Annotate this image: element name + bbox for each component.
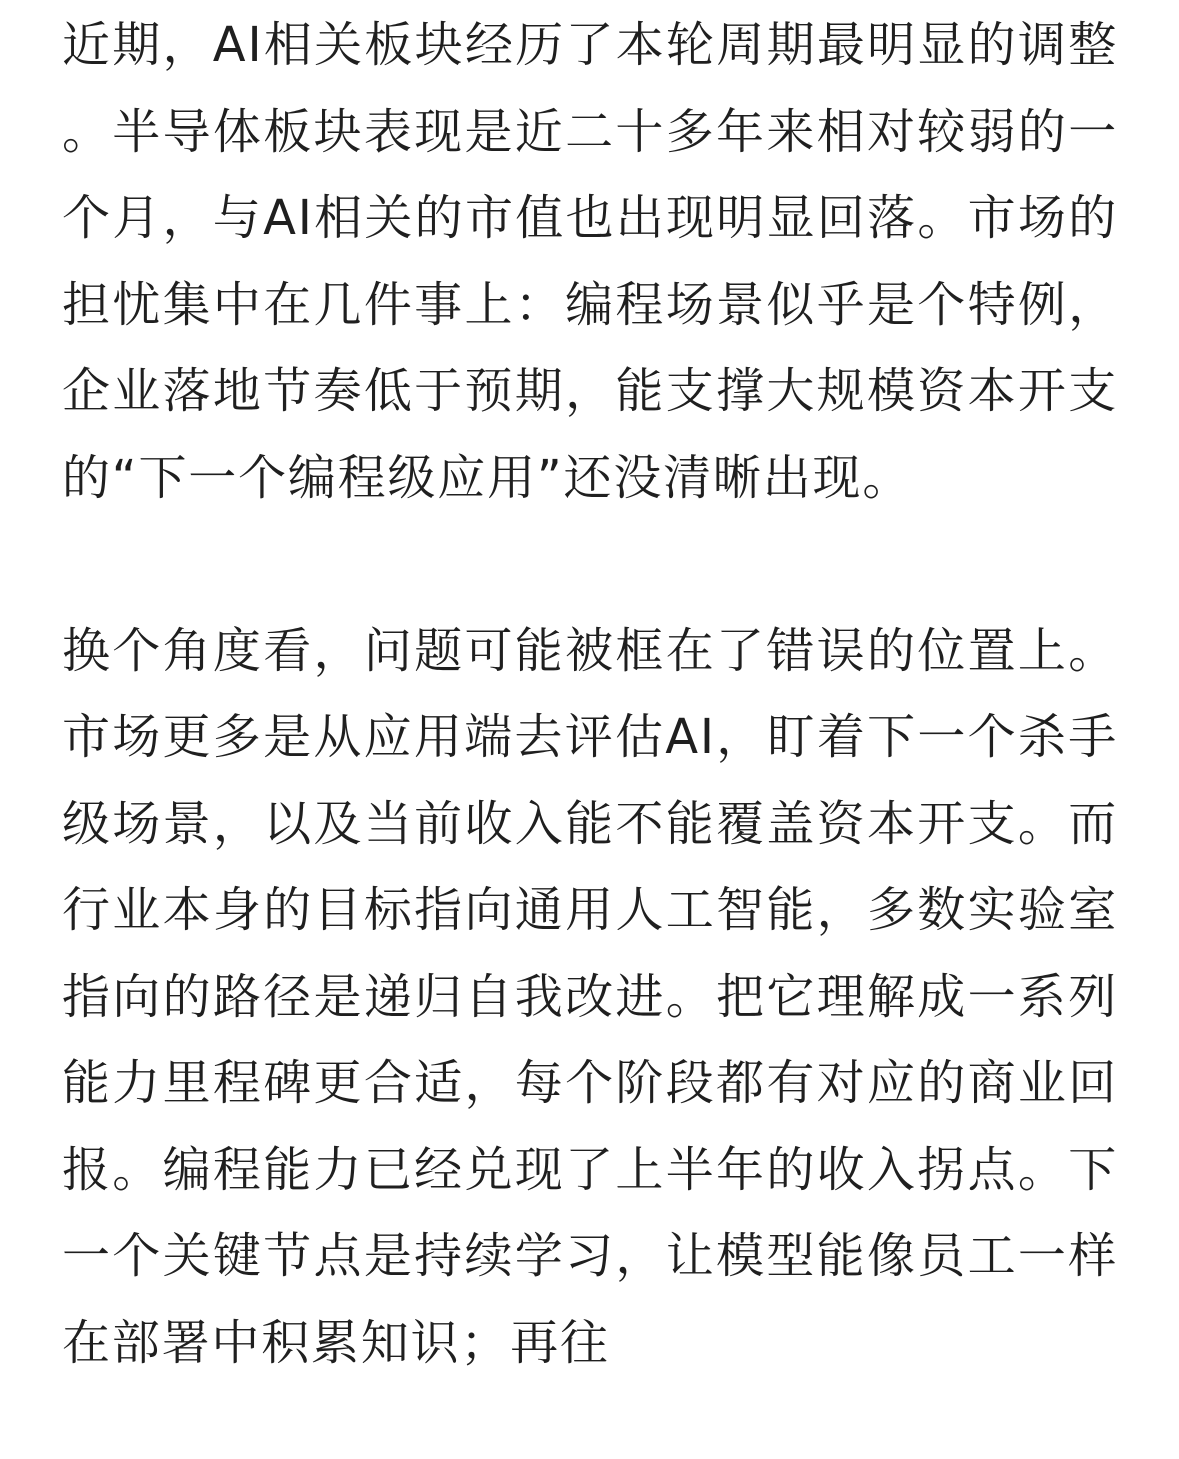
article-body (62, 0, 1118, 1386)
article-paragraph-another-perspective: 换个角度看，问题可能被框在了错误的位置上。市场更多是从应用端去评估AI，盯着下一个杀手级场景，以及当前收入能不能覆盖资本开支。而行业本身的目标指向通用人工智能，多数实验室指向的路径是递归自我改进。把它理解成一系列能力里程碑更合适，每个阶段都有对应的商业回报。编程能力已经兑现了上半年的收入拐点。下一个关键节点是持续学习，让模型能像员工一样在部署中积累知识；再往 (62, 622, 1118, 1371)
article-paragraph-market-adjustment: 近期，AI相关板块经历了本轮周期最明显的调整。半导体板块表现是近二十多年来相对较弱的一个月，与AI相关的市值也出现明显回落。市场的担忧集中在几件事上：编程场景似乎是个特例，企业落地节奏低于预期，能支撑大规模资本开支的“下一个编程级应用”还没清晰出现。 (62, 17, 1118, 506)
